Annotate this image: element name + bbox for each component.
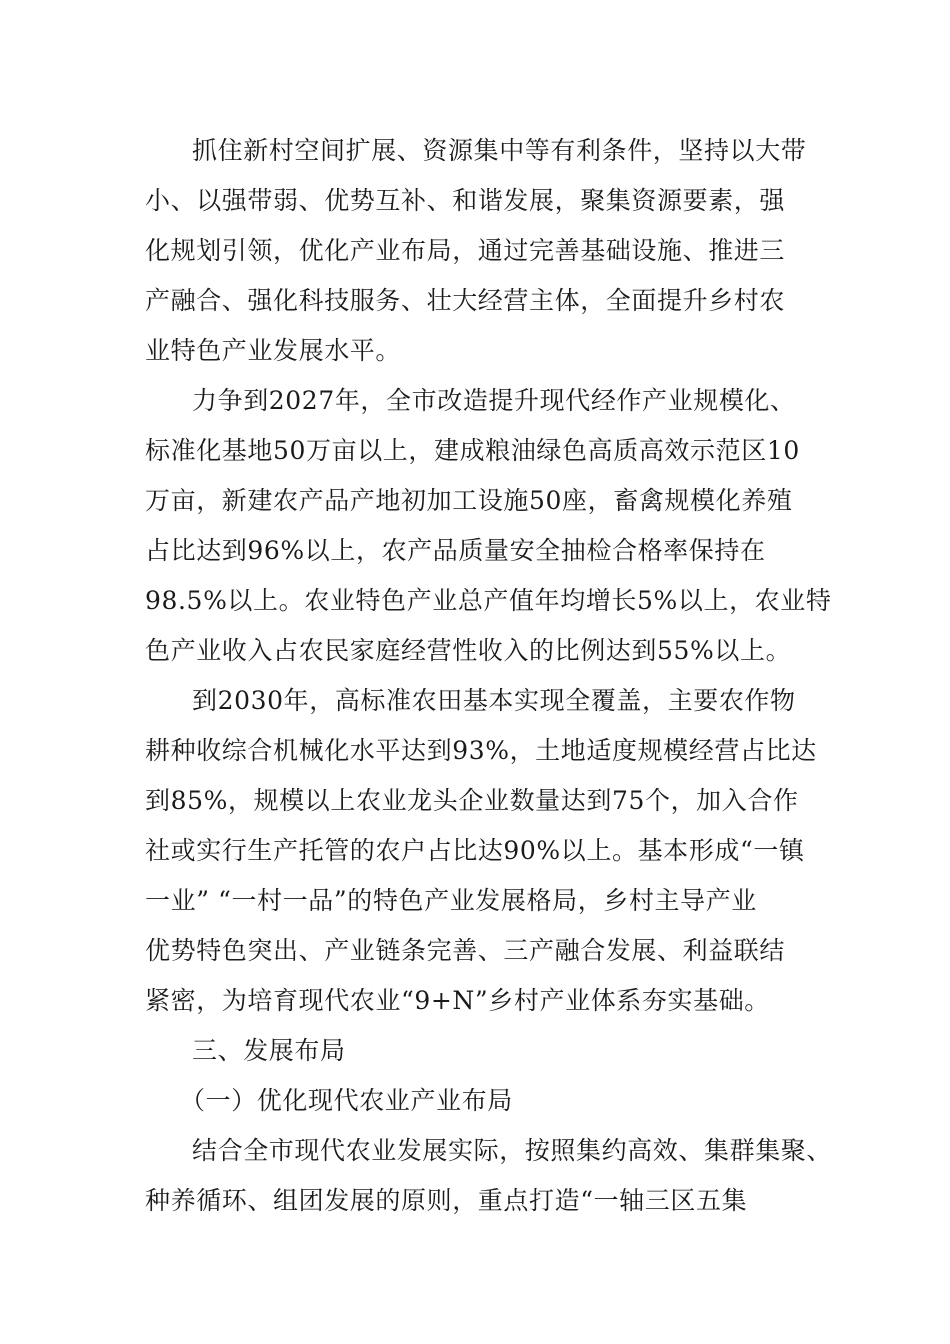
paragraph-3-line-3: 到85%，规模以上农业龙头企业数量达到75个，加入合作 — [145, 786, 799, 815]
paragraph-4-line-2: 种养循环、组团发展的原则，重点打造“一轴三区五集 — [145, 1186, 748, 1215]
paragraph-3-line-7: 紧密，为培育现代农业“9+N”乡村产业体系夯实基础。 — [145, 986, 770, 1015]
paragraph-3-line-1: 到2030年，高标准农田基本实现全覆盖，主要农作物 — [192, 686, 796, 715]
paragraph-2-line-2: 标准化基地50万亩以上，建成粮油绿色高质高效示范区10 — [145, 436, 800, 465]
paragraph-3-line-5: 一业” “一村一品”的特色产业发展格局，乡村主导产业 — [145, 886, 757, 915]
paragraph-2-line-4: 占比达到96%以上，农产品质量安全抽检合格率保持在 — [145, 536, 766, 565]
paragraph-1-line-5: 业特色产业发展水平。 — [145, 336, 402, 365]
subsection-heading: （一）优化现代农业产业布局 — [180, 1086, 513, 1115]
paragraph-1-line-2: 小、以强带弱、优势互补、和谐发展，聚集资源要素，强 — [145, 186, 786, 215]
paragraph-1-line-4: 产融合、强化科技服务、壮大经营主体，全面提升乡村农 — [145, 286, 786, 315]
paragraph-2-line-1: 力争到2027年，全市改造提升现代经作产业规模化、 — [192, 386, 796, 415]
paragraph-2-line-5: 98.5%以上。农业特色产业总产值年均增长5%以上，农业特 — [145, 586, 832, 615]
paragraph-4-line-1: 结合全市现代农业发展实际，按照集约高效、集群集聚、 — [192, 1136, 833, 1165]
paragraph-2-line-6: 色产业收入占农民家庭经营性收入的比例达到55%以上。 — [145, 636, 792, 665]
paragraph-1-line-1: 抓住新村空间扩展、资源集中等有利条件，坚持以大带 — [192, 136, 807, 165]
paragraph-3-line-4: 社或实行生产托管的农户占比达90%以上。基本形成“一镇 — [145, 836, 805, 865]
paragraph-3-line-2: 耕种收综合机械化水平达到93%，土地适度规模经营占比达 — [145, 736, 817, 765]
paragraph-1-line-3: 化规划引领，优化产业布局，通过完善基础设施、推进三 — [145, 236, 786, 265]
paragraph-3-line-6: 优势特色突出、产业链条完善、三产融合发展、利益联结 — [145, 936, 786, 965]
section-heading: 三、发展布局 — [192, 1036, 346, 1065]
paragraph-2-line-3: 万亩，新建农产品产地初加工设施50座，畜禽规模化养殖 — [145, 486, 793, 515]
